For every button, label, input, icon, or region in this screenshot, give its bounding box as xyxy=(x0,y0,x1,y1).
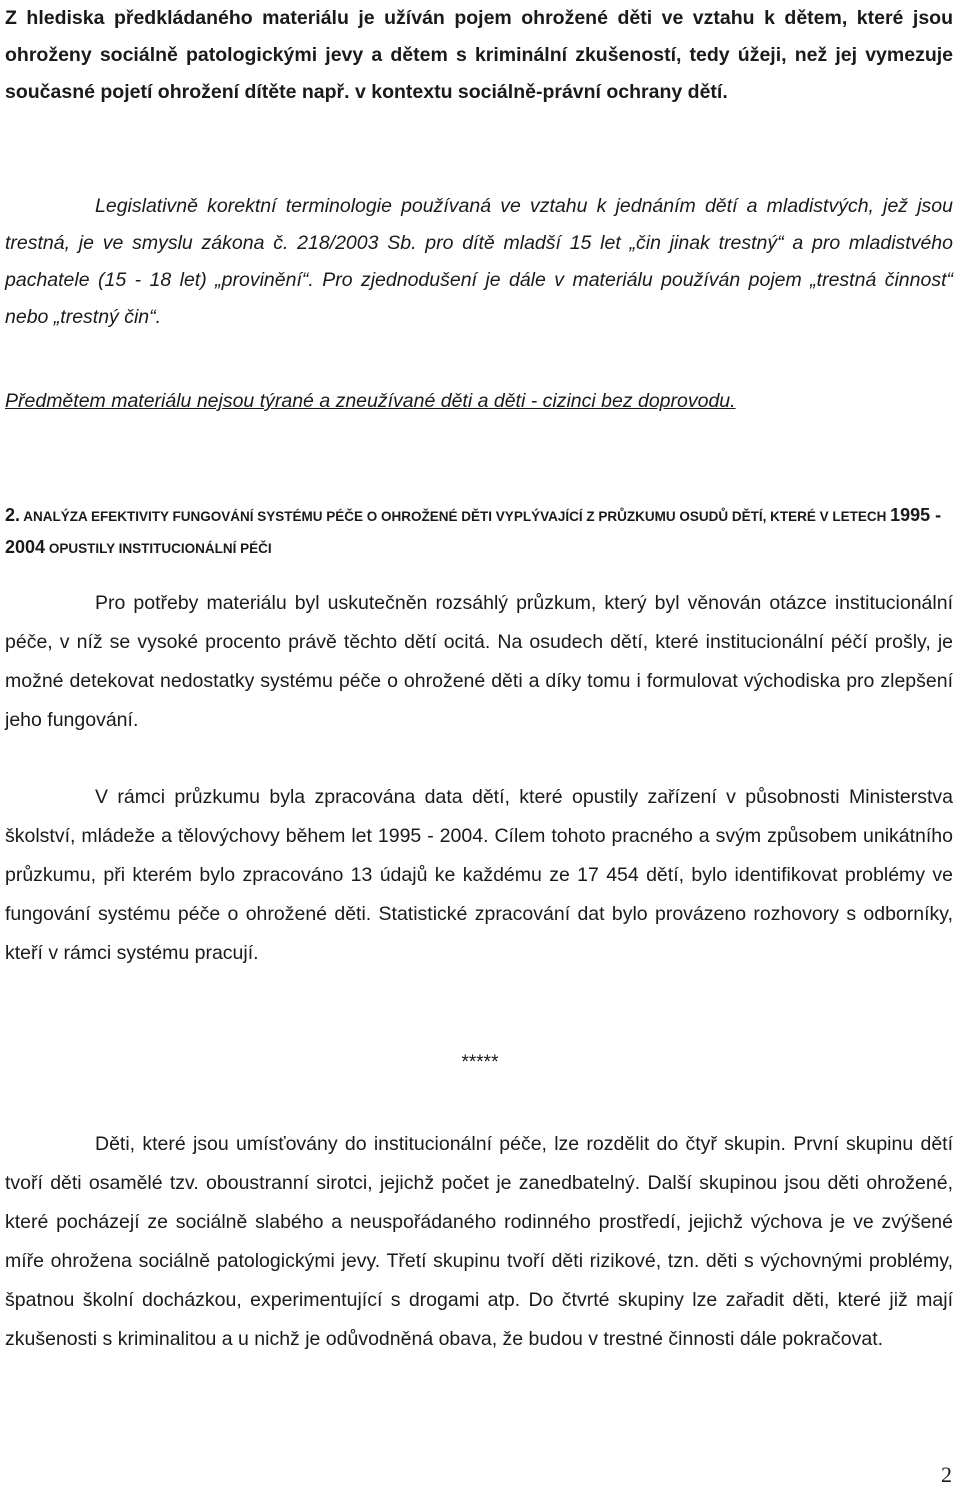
paragraph-survey xyxy=(5,584,953,740)
paragraph-groups-text: Děti, které jsou umísťovány do institucionální péče, lze rozdělit do čtyř skupin. První skupinu dětí tvoří děti osamělé tzv. oboustranní sirotci, jejichž počet je zanedbatelný. Další skupinou jsou děti ohrožené, které pocházejí ze sociálně slabého a neuspořádaného rodinného prostředí, jejichž výchova je ve zvýšené míře ohrožena sociálně patologickými jevy. Třetí skupinu tvoří děti rizikové, tzn. děti s výchovnými problémy, špatnou školní docházkou, experimentující s drogami atp. Do čtvrté skupiny lze zařadit děti, které již mají zkušenosti s kriminalitou a u nichž je odůvodněná obava, že budou v trestné činnosti dále pokračovat. xyxy=(5,1133,953,1350)
paragraph-subject xyxy=(5,383,953,420)
paragraph-data xyxy=(5,778,953,973)
separator-stars: ***** xyxy=(461,1052,499,1073)
section-number: 2. xyxy=(5,505,21,525)
section-title-part2: OPUSTILY INSTITUCIONÁLNÍ PÉČI xyxy=(48,541,272,556)
paragraph-legislation-text: Legislativně korektní terminologie používaná ve vztahu k jednáním dětí a mladistvých, jež jsou trestná, je ve smyslu zákona č. 218/2003 Sb. pro dítě mladší 15 let „čin jinak trestný“ a pro mladistvého pachatele (15 - 18 let) „provinění“. Pro zjednodušení je dále v materiálu používán pojem „trestná činnost“ nebo „trestný čin“. xyxy=(5,195,953,328)
page-number: 2 xyxy=(941,1462,952,1487)
section-title-years: 1995 - 2004 xyxy=(5,505,942,557)
section-title-part1: ANALÝZA EFEKTIVITY FUNGOVÁNÍ SYSTÉMU PÉČE O OHROŽENÉ DĚTI VYPLÝVAJÍCÍ Z PRŮZKUMU OSUDŮ DĚTÍ, KTERÉ V LETECH xyxy=(23,509,887,524)
paragraph-subject-text: Předmětem materiálu nejsou týrané a zneužívané děti a děti - cizinci bez doprovodu. xyxy=(5,390,736,412)
section-heading xyxy=(5,500,955,564)
paragraph-legislation xyxy=(5,188,953,336)
paragraph-data-text: V rámci průzkumu byla zpracována data dětí, které opustily zařízení v působnosti Ministerstva školství, mládeže a tělovýchovy během let 1995 - 2004. Cílem tohoto pracného a svým způsobem unikátního průzkumu, při kterém bylo zpracováno 13 údajů ke každému ze 17 454 dětí, bylo identifikovat problémy ve fungování systému péče o ohrožené děti. Statistické zpracování dat bylo provázeno rozhovory s odborníky, kteří v rámci systému pracují. xyxy=(5,786,953,964)
paragraph-groups xyxy=(5,1125,953,1359)
paragraph-survey-text: Pro potřeby materiálu byl uskutečněn rozsáhlý průzkum, který byl věnován otázce institucionální péče, v níž se vysoké procento právě těchto dětí ocitá. Na osudech dětí, které institucionální péčí prošly, je možné detekovat nedostatky systému péče o ohrožené děti a díky tomu i formulovat východiska pro zlepšení jeho fungování. xyxy=(5,592,953,731)
paragraph-definition: Z hlediska předkládaného materiálu je užíván pojem ohrožené děti ve vztahu k dětem, které jsou ohroženy sociálně patologickými jevy a dětem s kriminální zkušeností, tedy úžeji, než jej vymezuje současné pojetí ohrožení dítěte např. v kontextu sociálně-právní ochrany dětí. xyxy=(5,7,953,103)
